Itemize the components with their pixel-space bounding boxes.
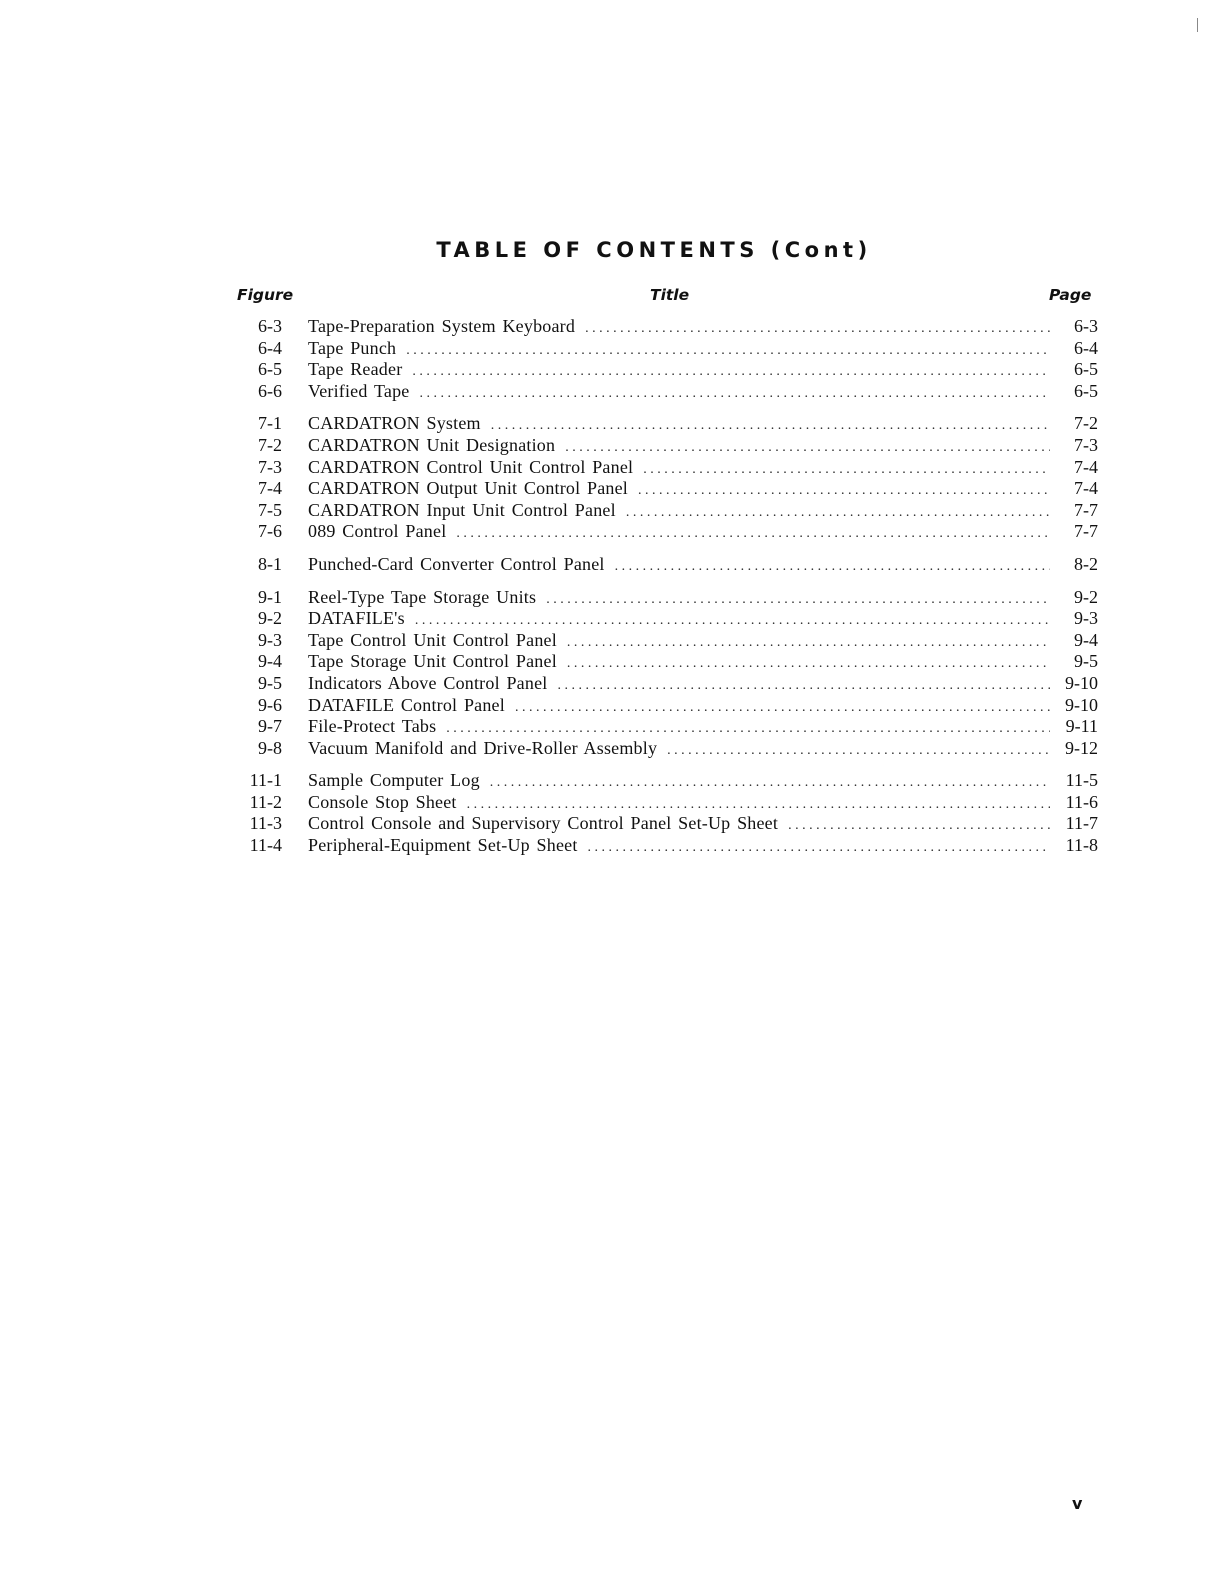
toc-entry <box>236 673 1098 695</box>
dot-leader <box>456 523 1050 545</box>
figure-title: Peripheral-Equipment Set-Up Sheet <box>308 835 578 856</box>
dot-leader <box>638 480 1050 502</box>
dot-leader <box>557 675 1050 697</box>
toc-entry <box>236 770 1098 792</box>
toc-entry <box>236 478 1098 500</box>
figure-title: DATAFILE Control Panel <box>308 694 505 715</box>
figure-number: 9-7 <box>258 716 282 737</box>
dot-leader <box>546 589 1050 611</box>
dot-leader <box>667 740 1050 762</box>
figure-title: Tape-Preparation System Keyboard <box>308 316 576 336</box>
page-title: TABLE OF CONTENTS (Cont) <box>436 238 872 262</box>
figure-title: CARDATRON Control Unit Control Panel <box>308 456 634 477</box>
page-number: 7-3 <box>1074 434 1098 455</box>
figure-title: 089 Control Panel <box>308 521 447 542</box>
page-number: 6-3 <box>1074 316 1098 336</box>
dot-leader <box>490 772 1050 794</box>
figure-number: 11-2 <box>249 791 282 812</box>
page-folio: v <box>1072 1494 1083 1513</box>
figure-title: DATAFILE's <box>308 608 405 629</box>
toc-entry <box>236 359 1098 381</box>
page-number: 9-3 <box>1074 608 1098 629</box>
figure-title: CARDATRON Output Unit Control Panel <box>308 478 629 499</box>
figure-number: 9-2 <box>258 608 282 629</box>
page-number: 7-7 <box>1074 499 1098 520</box>
page-number: 6-5 <box>1074 359 1098 380</box>
dot-leader <box>588 837 1050 859</box>
figure-number: 11-1 <box>249 770 282 791</box>
page-number: 9-4 <box>1074 629 1098 650</box>
figure-number: 6-4 <box>258 337 282 358</box>
figure-title: Tape Control Unit Control Panel <box>308 629 557 650</box>
page-number: 11-6 <box>1065 791 1098 812</box>
dot-leader <box>419 383 1050 405</box>
toc-entry <box>236 554 1098 576</box>
toc-entry <box>236 651 1098 673</box>
figure-title: Control Console and Supervisory Control Panel Set-Up Sheet <box>308 813 779 834</box>
dot-leader <box>567 632 1050 654</box>
column-header-figure: Figure <box>237 286 294 304</box>
figure-title: CARDATRON Input Unit Control Panel <box>308 499 616 520</box>
dot-leader <box>467 794 1050 816</box>
toc-group <box>236 587 1098 760</box>
figure-number: 9-6 <box>258 694 282 715</box>
toc-entry <box>236 316 1098 338</box>
figure-number: 7-5 <box>258 499 282 520</box>
figure-number: 9-1 <box>258 586 282 607</box>
toc-entry <box>236 792 1098 814</box>
dot-leader <box>615 556 1050 578</box>
figure-title: Console Stop Sheet <box>308 791 457 812</box>
toc-entry <box>236 521 1098 543</box>
figure-number: 9-8 <box>258 737 282 758</box>
scan-mark <box>1197 18 1198 32</box>
figure-number: 7-4 <box>258 478 282 499</box>
toc-entry <box>236 608 1098 630</box>
toc-group <box>236 413 1098 543</box>
page-number: 9-10 <box>1065 694 1098 715</box>
column-header-page: Page <box>1049 286 1092 304</box>
figure-number: 9-5 <box>258 672 282 693</box>
page-number: 11-7 <box>1065 813 1098 834</box>
figure-number: 7-3 <box>258 456 282 477</box>
figure-title: Tape Reader <box>308 359 403 380</box>
toc-list <box>236 316 1098 868</box>
toc-entry <box>236 738 1098 760</box>
dot-leader <box>567 653 1050 675</box>
toc-entry <box>236 587 1098 609</box>
toc-entry <box>236 500 1098 522</box>
dot-leader <box>415 610 1050 632</box>
toc-entry <box>236 835 1098 857</box>
figure-number: 6-3 <box>258 316 282 336</box>
dot-leader <box>643 459 1050 481</box>
dot-leader <box>585 318 1050 340</box>
page-number: 9-12 <box>1065 737 1098 758</box>
page-number: 8-2 <box>1074 553 1098 574</box>
figure-number: 9-3 <box>258 629 282 650</box>
dot-leader <box>406 340 1050 362</box>
figure-number: 11-3 <box>249 813 282 834</box>
figure-title: Punched-Card Converter Control Panel <box>308 553 605 574</box>
toc-entry <box>236 413 1098 435</box>
dot-leader <box>491 415 1050 437</box>
page-number: 11-8 <box>1065 835 1098 856</box>
page-number: 9-5 <box>1074 651 1098 672</box>
toc-entry <box>236 813 1098 835</box>
dot-leader <box>446 718 1050 740</box>
toc-entry <box>236 435 1098 457</box>
toc-entry <box>236 381 1098 403</box>
toc-entry <box>236 630 1098 652</box>
page-number: 11-5 <box>1065 770 1098 791</box>
figure-title: Verified Tape <box>308 380 410 401</box>
toc-entry <box>236 338 1098 360</box>
toc-group <box>236 554 1098 576</box>
figure-number: 11-4 <box>249 835 282 856</box>
figure-title: Reel-Type Tape Storage Units <box>308 586 537 607</box>
page-number: 9-2 <box>1074 586 1098 607</box>
figure-title: CARDATRON System <box>308 413 481 434</box>
dot-leader <box>788 815 1050 837</box>
dot-leader <box>565 437 1050 459</box>
toc-entry <box>236 457 1098 479</box>
toc-group <box>236 770 1098 856</box>
page-number: 7-7 <box>1074 521 1098 542</box>
figure-number: 7-2 <box>258 434 282 455</box>
page-number: 7-4 <box>1074 478 1098 499</box>
figure-number: 6-6 <box>258 380 282 401</box>
page-number: 9-11 <box>1065 716 1098 737</box>
dot-leader <box>626 502 1050 524</box>
toc-entry <box>236 716 1098 738</box>
figure-title: Tape Storage Unit Control Panel <box>308 651 557 672</box>
dot-leader <box>412 361 1050 383</box>
figure-title: Indicators Above Control Panel <box>308 672 548 693</box>
figure-number: 7-6 <box>258 521 282 542</box>
toc-entry <box>236 695 1098 717</box>
page-number: 6-5 <box>1074 380 1098 401</box>
page-number: 9-10 <box>1065 672 1098 693</box>
figure-number: 9-4 <box>258 651 282 672</box>
page-number: 6-4 <box>1074 337 1098 358</box>
figure-number: 6-5 <box>258 359 282 380</box>
column-header-title: Title <box>650 286 690 304</box>
figure-title: Vacuum Manifold and Drive-Roller Assembly <box>308 737 658 758</box>
dot-leader <box>515 697 1050 719</box>
figure-number: 7-1 <box>258 413 282 434</box>
figure-number: 8-1 <box>258 553 282 574</box>
figure-title: Sample Computer Log <box>308 770 480 791</box>
figure-title: File-Protect Tabs <box>308 716 437 737</box>
figure-title: CARDATRON Unit Designation <box>308 434 556 455</box>
figure-title: Tape Punch <box>308 337 397 358</box>
page-number: 7-2 <box>1074 413 1098 434</box>
page-number: 7-4 <box>1074 456 1098 477</box>
toc-group <box>236 316 1098 402</box>
